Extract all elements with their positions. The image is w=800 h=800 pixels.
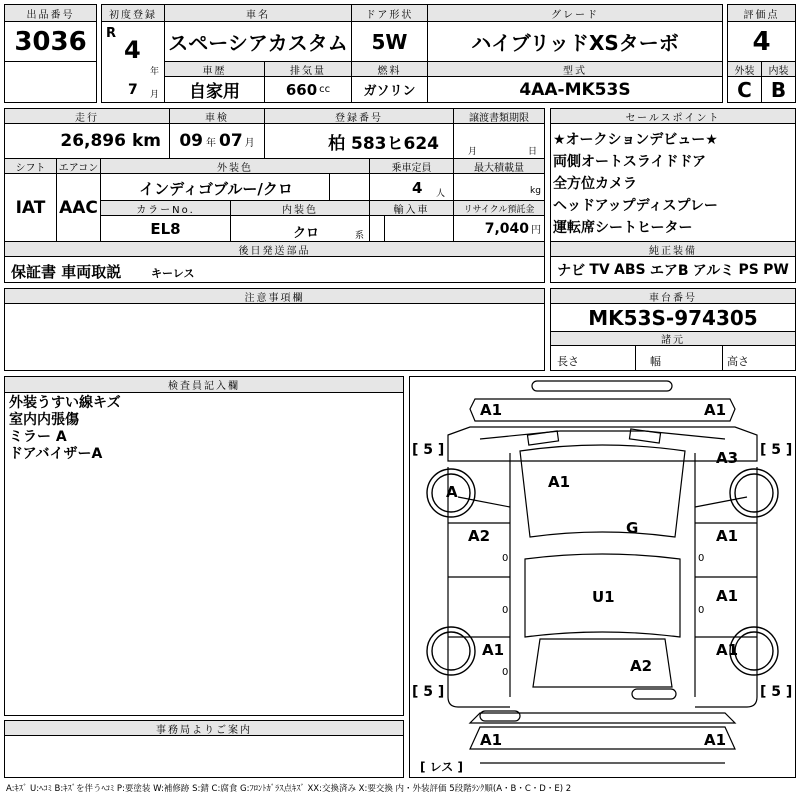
car-outline xyxy=(410,377,795,777)
interior-unit: 系 xyxy=(355,231,365,241)
recycle-fee: 7,040 xyxy=(484,220,529,237)
door-type: 5W xyxy=(351,21,428,62)
grade-label: グレード xyxy=(427,4,723,22)
color-no: EL8 xyxy=(100,215,231,242)
zero-mark: 0 xyxy=(698,553,705,564)
zero-mark: 0 xyxy=(502,553,509,564)
zero-mark: 0 xyxy=(698,605,705,616)
equipment-item: エアB xyxy=(649,262,689,279)
recycle-label: リサイクル預託金 xyxy=(453,200,545,216)
lot-number: 3036 xyxy=(4,21,97,62)
recycle-unit: 円 xyxy=(531,225,541,236)
color-no-label: カラーNo. xyxy=(100,200,231,216)
fuel: ガソリン xyxy=(351,76,428,103)
zero-mark: 0 xyxy=(502,605,509,616)
damage-mark: A1 xyxy=(480,401,503,419)
model-label: 型式 xyxy=(427,61,723,77)
score-label: 評価点 xyxy=(727,4,796,22)
damage-mark: A1 xyxy=(716,587,739,605)
color-box xyxy=(100,173,370,201)
equipment-item: ABS xyxy=(614,261,646,278)
insp-month-unit: 月 xyxy=(244,137,255,149)
import-box xyxy=(369,215,454,242)
sales-points-label: セールスポイント xyxy=(550,108,796,124)
later-parts: 保証書 車両取説 xyxy=(11,263,122,281)
inspector-line: 外装うすい線キズ xyxy=(9,395,121,411)
tire-tread-front-left: [ 5 ] xyxy=(412,442,445,458)
notes-label: 注意事項欄 xyxy=(4,288,545,304)
color: インディゴブルー/クロ xyxy=(139,180,293,198)
equipment-item: PW xyxy=(763,261,789,278)
lot-number-label: 出品番号 xyxy=(4,4,97,22)
insp-year-unit: 年 xyxy=(206,137,216,149)
mileage-label: 走行 xyxy=(4,108,170,124)
inspection-box xyxy=(169,123,265,159)
chassis-label: 車台番号 xyxy=(550,288,796,304)
capacity: 4 xyxy=(412,179,423,197)
car-name-label: 車名 xyxy=(164,4,352,22)
inspector-line: ドアバイザーA xyxy=(9,446,103,462)
interior-color-box xyxy=(230,215,370,242)
import-divider xyxy=(384,216,385,241)
color-divider xyxy=(329,174,330,200)
mileage: 26,896 xyxy=(60,131,126,151)
transfer-day-unit: 日 xyxy=(528,147,538,157)
interior-grade: B xyxy=(761,76,796,103)
later-parts-box xyxy=(4,256,545,283)
sales-point-item: 運転席シートヒーター xyxy=(553,220,693,236)
damage-mark: A1 xyxy=(716,641,739,659)
inspector-box xyxy=(4,392,404,716)
equipment-item: ナビ xyxy=(557,262,586,279)
lot-blank xyxy=(4,61,97,103)
damage-mark: A1 xyxy=(548,473,571,491)
legend: A:ｷｽﾞ U:ﾍｺﾐ B:ｷｽﾞを伴うﾍｺﾐ P:要塗装 W:補修跡 S:錆 C:腐食 G:ﾌﾛﾝﾄｶﾞﾗｽ点ｷｽﾞ XX:交換済み X:要交換 内・外装評価 5段階ﾗﾝｸ順(A・B・C・D・E) 2 xyxy=(6,784,572,794)
import-label: 輸入車 xyxy=(369,200,454,216)
transfer-month-unit: 月 xyxy=(468,147,478,157)
displacement-unit: cc xyxy=(319,84,331,95)
ac-label: エアコン xyxy=(56,158,101,174)
history: 自家用 xyxy=(164,76,265,103)
exterior-label: 外装 xyxy=(727,61,762,77)
equipment-item: アルミ xyxy=(692,262,735,279)
tire-tread-front-right: [ 5 ] xyxy=(760,442,793,458)
notes-box xyxy=(4,303,545,371)
damage-mark: A2 xyxy=(630,657,653,675)
equipment-label: 純正装備 xyxy=(550,241,796,257)
zero-mark: 0 xyxy=(502,667,509,678)
displacement-label: 排気量 xyxy=(264,61,352,77)
sales-point-item: 全方位カメラ xyxy=(553,176,637,192)
capacity-unit: 人 xyxy=(436,189,446,199)
office-label: 事務局よりご案内 xyxy=(4,720,404,736)
damage-mark: A1 xyxy=(480,731,503,749)
insp-year: 09 xyxy=(179,131,203,151)
spec-length: 長さ xyxy=(557,355,579,368)
equipment-item: PS xyxy=(738,261,759,278)
door-label: ドア形状 xyxy=(351,4,428,22)
equipment-item: TV xyxy=(589,261,610,278)
inspection-label: 車検 xyxy=(169,108,265,124)
first-reg-label: 初度登録 xyxy=(101,4,165,22)
damage-mark: A3 xyxy=(716,449,739,467)
mileage-box xyxy=(4,123,170,159)
capacity-box xyxy=(369,173,454,201)
recycle-box xyxy=(453,215,545,242)
damage-mark: A1 xyxy=(704,401,727,419)
interior-label: 内装 xyxy=(761,61,796,77)
first-reg-box xyxy=(101,21,165,103)
plate-label: 登録番号 xyxy=(264,108,454,124)
sales-point-item: 両側オートスライドドア xyxy=(553,154,707,170)
later-parts-label: 後日発送部品 xyxy=(4,241,545,257)
history-label: 車歴 xyxy=(164,61,265,77)
spare-tire: [ レス ] xyxy=(420,760,463,774)
inspector-line: 室内内張傷 xyxy=(9,412,79,428)
model: 4AA-MK53S xyxy=(427,76,723,103)
exterior-grade: C xyxy=(727,76,762,103)
transfer-box xyxy=(453,123,545,159)
insp-month: 07 xyxy=(219,131,243,151)
damage-mark: U1 xyxy=(592,588,615,606)
spec-width: 幅 xyxy=(650,355,661,368)
car-name: スペーシアカスタム xyxy=(164,21,352,62)
displacement-box xyxy=(264,76,352,103)
transfer-label: 譲渡書類期限 xyxy=(453,108,545,124)
damage-mark: A1 xyxy=(482,641,505,659)
load-box xyxy=(453,173,545,201)
damage-mark: A1 xyxy=(716,527,739,545)
reg-month: 7 xyxy=(128,82,138,98)
ac: AAC xyxy=(56,173,101,242)
spec-height-box xyxy=(722,345,796,371)
equipment-box xyxy=(550,256,796,283)
interior-color-label: 内装色 xyxy=(230,200,370,216)
color-label: 外装色 xyxy=(100,158,370,174)
chassis-number: MK53S-974305 xyxy=(550,303,796,332)
damage-mark: A2 xyxy=(468,527,491,545)
sales-point-item: ★オークションデビュー★ xyxy=(553,132,718,148)
damage-mark: A1 xyxy=(704,731,727,749)
shift-label: シフト xyxy=(4,158,57,174)
displacement: 660 xyxy=(285,80,318,99)
era-mark: R xyxy=(106,26,117,41)
inspector-line: ミラー A xyxy=(9,429,67,445)
score: 4 xyxy=(727,21,796,62)
mileage-unit: km xyxy=(131,131,161,151)
later-parts-small: キーレス xyxy=(151,267,195,280)
spec-length-box xyxy=(550,345,636,371)
plate-number: 柏 583ヒ624 xyxy=(264,123,454,159)
reg-month-unit: 月 xyxy=(150,90,160,100)
reg-year: 4 xyxy=(124,36,141,64)
load-label: 最大積載量 xyxy=(453,158,545,174)
inspector-label: 検査員記入欄 xyxy=(4,376,404,393)
office-box xyxy=(4,735,404,778)
car-diagram xyxy=(409,376,796,778)
tire-tread-rear-right: [ 5 ] xyxy=(760,684,793,700)
sales-points-box xyxy=(550,123,796,242)
damage-mark: G xyxy=(626,519,639,537)
spec-height: 高さ xyxy=(727,355,749,368)
sales-point-item: ヘッドアップディスプレー xyxy=(553,198,718,214)
spec-width-box xyxy=(635,345,723,371)
capacity-label: 乗車定員 xyxy=(369,158,454,174)
shift: IAT xyxy=(4,173,57,242)
interior-color: クロ xyxy=(293,226,320,241)
fuel-label: 燃料 xyxy=(351,61,428,77)
damage-mark: A xyxy=(446,483,458,501)
grade: ハイブリッドXSターボ xyxy=(427,21,723,62)
load-unit: kg xyxy=(530,186,541,196)
reg-year-unit: 年 xyxy=(150,67,160,77)
spec-label: 諸元 xyxy=(550,331,796,346)
tire-tread-rear-left: [ 5 ] xyxy=(412,684,445,700)
